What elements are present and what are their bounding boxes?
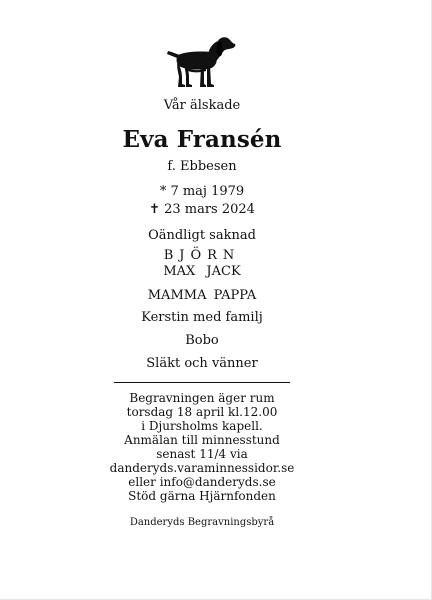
funeral-info-line: eller info@danderyds.se <box>128 475 276 489</box>
mourner-line: Oändligt saknad <box>148 228 256 243</box>
divider-line <box>114 382 290 383</box>
funeral-info-line: danderyds.varaminnessidor.se <box>109 461 295 475</box>
funeral-info-line: Stöd gärna Hjärnfonden <box>128 489 276 503</box>
mourner-line: Släkt och vänner <box>146 356 258 371</box>
mourner-line: Bobo <box>185 333 219 348</box>
mourner-line: MAMMA PAPPA <box>147 288 257 303</box>
dog-silhouette-icon <box>164 34 236 88</box>
mourner-line: Kerstin med familj <box>141 310 263 325</box>
funeral-info-line: Anmälan till minnesstund <box>124 433 280 447</box>
mourner-line: BJÖRN <box>163 248 241 263</box>
birth-date: * 7 maj 1979 <box>159 184 245 199</box>
funeral-home-name: Danderyds Begravningsbyrå <box>129 517 275 528</box>
maiden-name: f. Ebbesen <box>167 159 237 174</box>
death-date: ✝ 23 mars 2024 <box>149 202 255 217</box>
dog-silhouette-svg <box>164 34 236 88</box>
mourner-line: MAX JACK <box>163 264 241 279</box>
intro-text: Vår älskade <box>163 98 241 113</box>
funeral-info-line: Begravningen äger rum <box>129 391 275 405</box>
funeral-info-line: i Djursholms kapell. <box>141 419 263 433</box>
deceased-name: Eva Fransén <box>122 126 282 153</box>
funeral-info-line: senast 11/4 via <box>156 447 248 461</box>
funeral-info-line: torsdag 18 april kl.12.00 <box>126 405 278 419</box>
